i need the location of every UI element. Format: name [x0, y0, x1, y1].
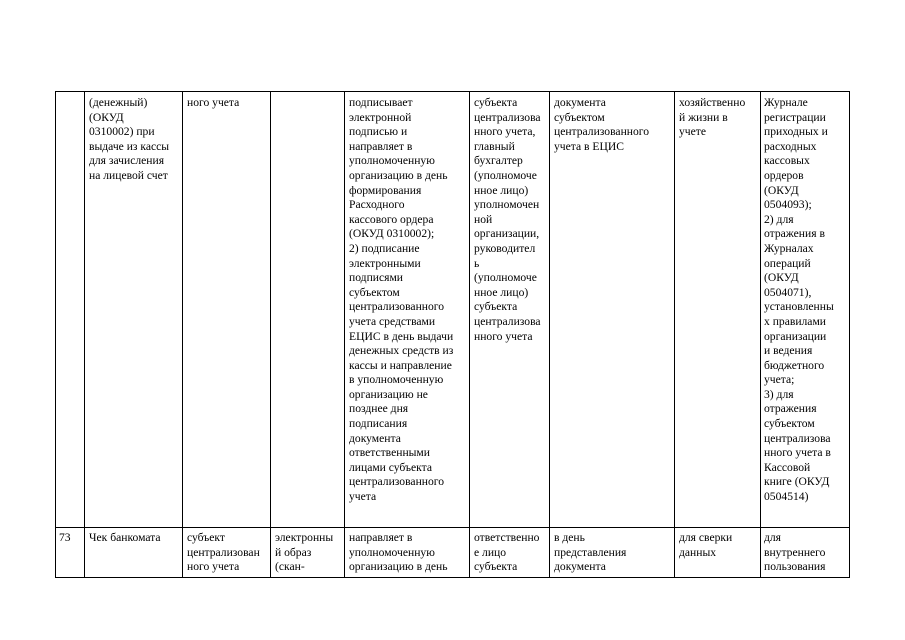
deadline-cell: в день представления документа	[550, 528, 675, 578]
purpose-cell: хозяйственно й жизни в учете	[675, 92, 761, 528]
row-number-cell	[56, 92, 85, 528]
form-cell	[271, 92, 345, 528]
table-row	[56, 528, 850, 578]
document-table	[55, 91, 850, 578]
creator-cell: субъект централизован ного учета	[183, 528, 271, 578]
procedure-cell: направляет в уполномоченную организацию в день	[345, 528, 470, 578]
purpose-cell: для сверки данных	[675, 528, 761, 578]
creator-cell: ного учета	[183, 92, 271, 528]
table-row	[56, 92, 850, 528]
form-cell: электронны й образ (скан-	[271, 528, 345, 578]
procedure-cell: подписывает электронной подписью и направляет в уполномоченную организацию в день формирования Расходного кассового ордера (ОКУД 0310002); 2) подписание электронными подписями субъектом централизованного учета средствами ЕЦИС в день выдачи денежных средств из кассы и направление в уполномоченную организацию не позднее дня подписания документа ответственными лицами субъекта централизованного учета	[345, 92, 470, 528]
row-number-cell: 73	[56, 528, 85, 578]
document-name-cell: Чек банкомата	[85, 528, 183, 578]
deadline-cell: документа субъектом централизованного учета в ЕЦИС	[550, 92, 675, 528]
document-name-cell: (денежный) (ОКУД 0310002) при выдаче из кассы для зачисления на лицевой счет	[85, 92, 183, 528]
signer-cell: ответственно е лицо субъекта	[470, 528, 550, 578]
signer-cell: субъекта централизова нного учета, главный бухгалтер (уполномоче нное лицо) уполномочен ной организации, руководител ь (уполномоче нное лицо) субъекта централизова нного учета	[470, 92, 550, 528]
usage-cell: для внутреннего пользования	[761, 528, 850, 578]
usage-cell: Журнале регистрации приходных и расходных кассовых ордеров (ОКУД 0504093); 2) для отражения в Журналах операций (ОКУД 0504071), установленны х правилами организации и ведения бюджетного учета; 3) для отражения субъектом централизова нного учета в Кассовой книге (ОКУД 0504514)	[761, 92, 850, 528]
